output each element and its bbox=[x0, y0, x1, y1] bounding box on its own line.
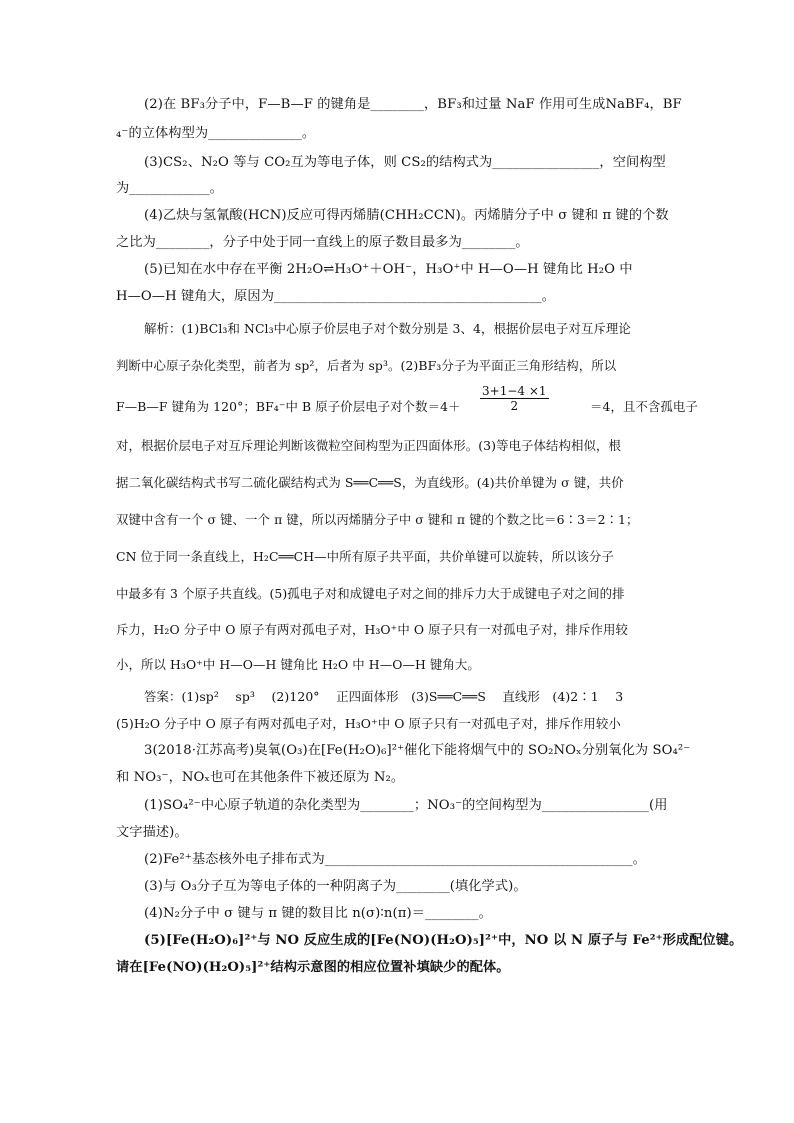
analysis-line4: 对，根据价层电子对互斥理论判断该微粒空间构型为正四面体形。(3)等电子体结构相似，根 bbox=[116, 438, 621, 453]
q3-part5-line2: 请在[Fe(NO)(H₂O)₅]²⁺结构示意图的相应位置补填缺少的配体。 bbox=[116, 960, 510, 975]
analysis-line3a: F—B—F 键角为 120°；BF₄⁻中 B 原子价层电子对个数＝4＋ bbox=[116, 399, 461, 414]
analysis-line9: 斥力，H₂O 分子中 O 原子有两对孤电子对，H₃O⁺中 O 原子只有一对孤电子对，排斥作用较 bbox=[116, 622, 629, 637]
q-part2-line2: ₄⁻的立体构型为______________。 bbox=[116, 126, 316, 141]
fraction-denominator: 2 bbox=[510, 399, 519, 413]
q3-part4: (4)N₂分子中 σ 键与 π 键的数目比 n(σ)∶n(π)＝________。 bbox=[144, 906, 492, 921]
q3-part5-line1: (5)[Fe(H₂O)₆]²⁺与 NO 反应生成的[Fe(NO)(H₂O)₅]²⁺中，NO 以 N 原子与 Fe²⁺形成配位键。 bbox=[144, 933, 743, 948]
q3-part1-line1: (1)SO₄²⁻中心原子轨道的杂化类型为________；NO₃⁻的空间构型为________________(用 bbox=[144, 798, 668, 813]
q-part5-line1: (5)已知在水中存在平衡 2H₂O⇌H₃O⁺＋OH⁻，H₃O⁺中 H—O—H 键角比 H₂O 中 bbox=[144, 262, 633, 277]
analysis-line2: 判断中心原子杂化类型，前者为 sp²，后者为 sp³。(2)BF₃分子为平面正三角形结构，所以 bbox=[116, 358, 617, 373]
q-part5-line2: H—O—H 键角大，原因为________________________________________。 bbox=[116, 289, 556, 304]
analysis-line3b: ＝4，且不含孤电子 bbox=[590, 399, 698, 414]
q-part3-line1: (3)CS₂、N₂O 等与 CO₂互为等电子体，则 CS₂的结构式为________________，空间构型 bbox=[144, 155, 666, 170]
q3-stem-line1: 3(2018·江苏高考)臭氧(O₃)在[Fe(H₂O)₆]²⁺催化下能将烟气中的 SO₂NOₓ分别氧化为 SO₄²⁻ bbox=[144, 743, 691, 758]
q3-part3: (3)与 O₃分子互为等电子体的一种阴离子为________(填化学式)。 bbox=[144, 879, 527, 894]
analysis-line6: 双键中含有一个 σ 键、一个 π 键，所以丙烯腈分子中 σ 键和 π 键的个数之比＝6∶3＝2∶1； bbox=[116, 512, 639, 527]
q-part4-line1: (4)乙炔与氢氰酸(HCN)反应可得丙烯腈(CHH₂CCN)。丙烯腈分子中 σ 键和 π 键的个数 bbox=[144, 208, 669, 223]
answer-line1: 答案：(1)sp² sp³ (2)120° 正四面体形 (3)S══C══S 直线形 (4)2∶1 3 bbox=[144, 689, 624, 704]
q3-part2: (2)Fe²⁺基态核外电子排布式为______________________________________________。 bbox=[144, 852, 646, 867]
fraction-numerator: 3+1−4 ×1 bbox=[482, 384, 547, 398]
q3-part1-line2: 文字描述)。 bbox=[116, 825, 188, 840]
q-part3-line2: 为____________。 bbox=[116, 181, 223, 196]
fraction bbox=[480, 384, 549, 413]
q-part2-line1: (2)在 BF₃分子中，F—B—F 的键角是________，BF₃和过量 NaF 作用可生成NaBF₄，BF bbox=[144, 97, 682, 112]
analysis-line1: 解析：(1)BCl₃和 NCl₃中心原子价层电子对个数分别是 3、4，根据价层电子对互斥理论 bbox=[144, 321, 631, 336]
q-part4-line2: 之比为________，分子中处于同一直线上的原子数目最多为________。 bbox=[116, 235, 529, 250]
analysis-line8: 中最多有 3 个原子共直线。(5)孤电子对和成键电子对之间的排斥力大于成键电子对之间的排 bbox=[116, 586, 625, 601]
analysis-line7: CN 位于同一条直线上，H₂C══CH—中所有原子共平面，共价单键可以旋转，所以该分子 bbox=[116, 549, 614, 564]
q3-stem-line2: 和 NO₃⁻，NOₓ也可在其他条件下被还原为 N₂。 bbox=[116, 770, 405, 785]
analysis-line5: 据二氧化碳结构式书写二硫化碳结构式为 S══C══S，为直线形。(4)共价单键为 σ 键，共价 bbox=[116, 475, 624, 490]
answer-line2: (5)H₂O 分子中 O 原子有两对孤电子对，H₃O⁺中 O 原子只有一对孤电子对，排斥作用较小 bbox=[116, 716, 621, 731]
analysis-line10: 小，所以 H₃O⁺中 H—O—H 键角比 H₂O 中 H—O—H 键角大。 bbox=[116, 657, 480, 672]
